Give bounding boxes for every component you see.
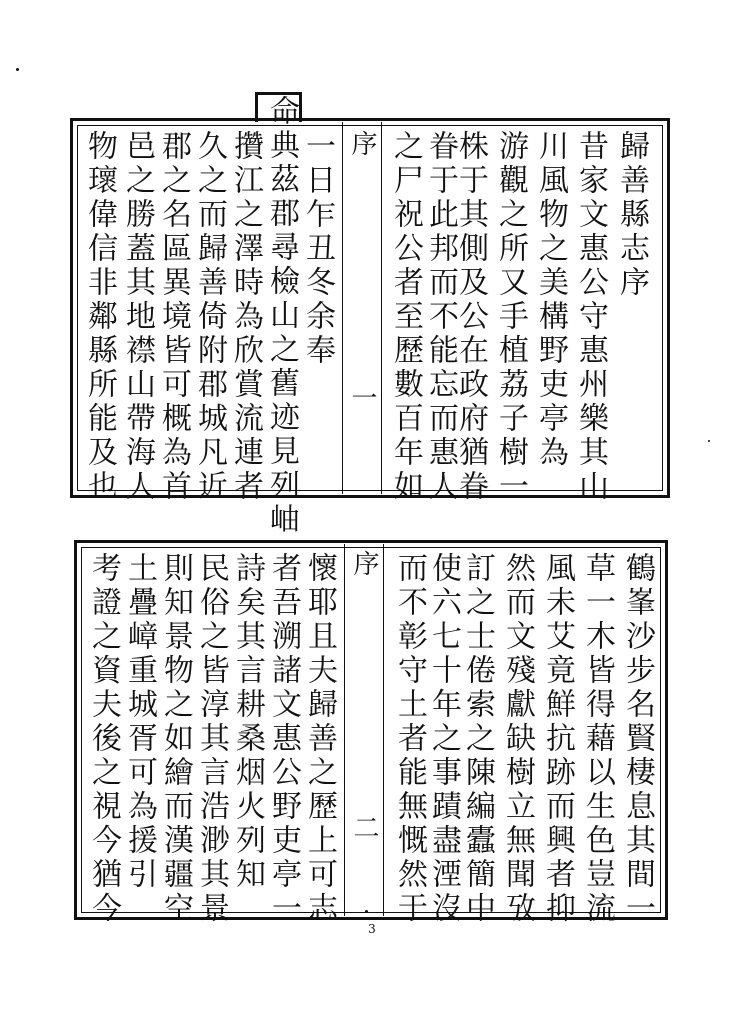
text-column: 者吾溯諸文惠公野吏亭一: [266, 552, 301, 926]
scan-speck: [365, 910, 368, 913]
text-column: 考證之資夫後之視今猶今: [86, 552, 121, 926]
fold-page-number: 二: [349, 814, 379, 840]
text-column: 攢江之澤時為欣賞流連者: [228, 130, 263, 504]
text-column: 而不彰守土者能無慨然于: [392, 552, 427, 926]
fold-title: 序: [347, 130, 377, 156]
text-column: 之尸祝公者至歷數百年如: [388, 130, 423, 504]
text-column: 懷耶且夫歸善之歷上可志: [302, 552, 337, 926]
text-column: 眷于此邦而不能忘而惠人: [423, 130, 458, 504]
text-column: 土疊嶂重城胥可為援引: [122, 552, 157, 892]
text-column: 郡之名區異境皆可概為首: [156, 130, 191, 504]
text-column: 民俗之皆淳其言浩渺其景: [194, 552, 229, 926]
scan-speck: [16, 68, 19, 71]
text-column: 久之而歸善倚附郡城凡近: [192, 130, 227, 504]
text-column: 株于其側及公在政府猶眷: [453, 130, 488, 504]
text-column: 一日乍丑冬余奉: [300, 130, 335, 368]
text-column: 然而文殘獻缺樹立無聞攷: [500, 552, 535, 926]
fold-column-1: [342, 122, 382, 494]
text-column: 歸善縣志序: [614, 130, 649, 300]
text-column: 詩矣其言耕桑烟火列知: [230, 552, 265, 892]
fold-title: 序: [349, 550, 379, 576]
text-column: 昔家文惠公守惠州樂其山: [573, 130, 608, 504]
text-column: 物瓌偉信非鄰縣所能及也: [82, 130, 117, 504]
text-column: 川風物之美構野吏亭為: [533, 130, 568, 470]
page-number: 3: [368, 922, 376, 936]
text-column: 邑之勝蓋其地襟山帶海人: [120, 130, 155, 504]
text-column: 命典茲郡尋檢山之舊迹見列岫: [264, 95, 299, 537]
scan-speck: [708, 440, 710, 442]
fold-page-number: 一: [347, 384, 377, 410]
text-column: 則知景物之如繪而漢疆空: [158, 552, 193, 926]
text-column: 游觀之所又手植荔子樹一: [493, 130, 528, 504]
text-column: 訂之士倦索之陳編蠹簡中: [460, 552, 495, 926]
text-column: 風未艾竟鮮抗跡而興者抑: [540, 552, 575, 926]
text-column: 草一木皆得藉以生色豈流: [580, 552, 615, 926]
text-column: 使六七十年之事蹟盡湮沒: [426, 552, 461, 926]
text-column: 鶴峯沙步名賢棲息其間一: [620, 552, 655, 926]
fold-column-2: [344, 544, 384, 916]
